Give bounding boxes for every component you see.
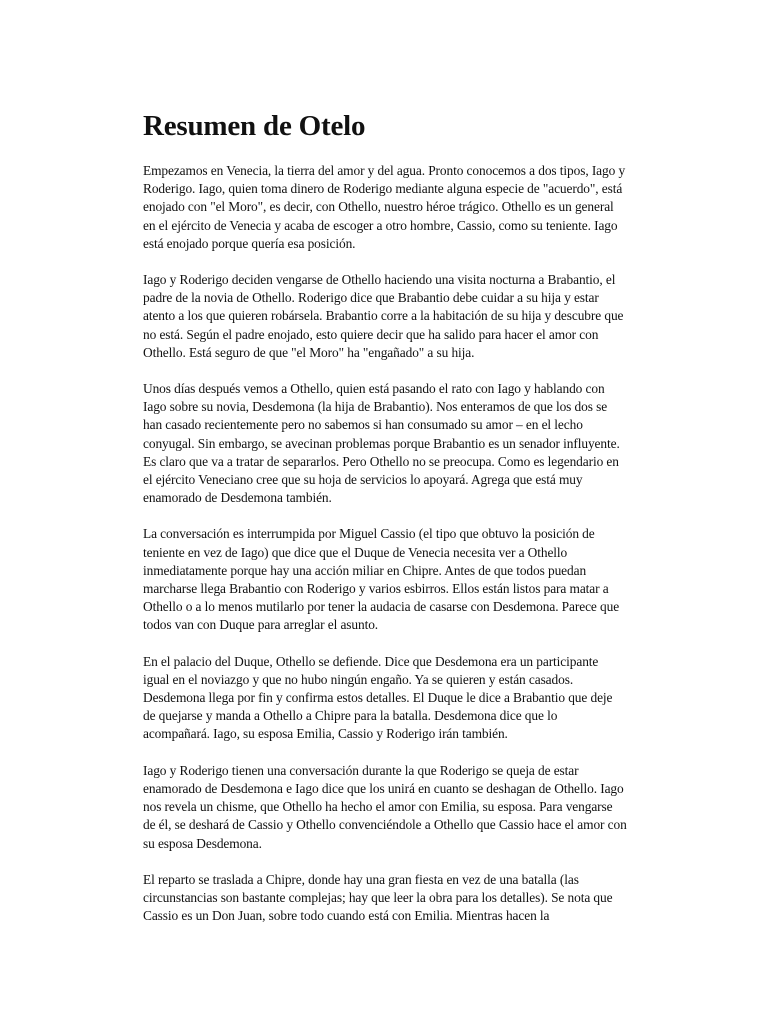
paragraph-7: El reparto se traslada a Chipre, donde hay una gran fiesta en vez de una batalla (las circunstancias son bastante complejas; hay que leer la obra para los detalles). Se nota que Cassio es un Don Juan, sobre todo cuando está con Emilia. Mientras hacen la	[143, 871, 613, 924]
document-title: Resumen de Otelo	[143, 110, 366, 142]
paragraph-3: Unos días después vemos a Othello, quien está pasando el rato con Iago y hablando con Iago sobre su novia, Desdemona (la hija de Brabantio). Nos enteramos de que los dos se han casado recientemente pero no sabemos si han consumado su amor – en el lecho conyugal. Sin embargo, se avecinan problemas porque Brabantio es un senador influyente. Es claro que va a tratar de separarlos. Pero Othello no se preocupa. Como es legendario en el ejército Veneciano cree que su hoja de servicios lo apoyará. Agrega que está muy enamorado de Desdemona también.	[143, 381, 620, 506]
paragraph-2: Iago y Roderigo deciden vengarse de Othello haciendo una visita nocturna a Brabantio, el padre de la novia de Othello. Roderigo dice que Brabantio debe cuidar a su hija y estar atento a los que quieren robársela. Brabantio corre a la habitación de su hija y descubre que no está. Según el padre enojado, esto quiere decir que ha salido para hacer el amor con Othello. Está seguro de que "el Moro" ha "engañado" a su hija.	[143, 272, 624, 360]
paragraph-4: La conversación es interrumpida por Miguel Cassio (el tipo que obtuvo la posición de teniente en vez de Iago) que dice que el Duque de Venecia necesita ver a Othello inmediatamente porque hay una acción miliar en Chipre. Antes de que todos puedan marcharse llega Brabantio con Roderigo y varios esbirros. Ellos están listos para matar a Othello o a lo menos mutilarlo por tener la audacia de casarse con Desdemona. Parece que todos van con Duque para arreglar el asunto.	[143, 526, 620, 633]
paragraph-6: Iago y Roderigo tienen una conversación durante la que Roderigo se queja de estar enamorado de Desdemona e Iago dice que los unirá en cuanto se deshagan de Othello. Iago nos revela un chisme, que Othello ha hecho el amor con Emilia, su esposa. Para vengarse de él, se deshará de Cassio y Othello convenciéndole a Othello que Cassio hace el amor con su esposa Desdemona.	[143, 762, 627, 851]
paragraph-5: En el palacio del Duque, Othello se defiende. Dice que Desdemona era un participante igual en el noviazgo y que no hubo ningún engaño. Ya se quieren y están casados. Desdemona llega por fin y confirma estos detalles. El Duque le dice a Brabantio que deje de quejarse y manda a Othello a Chipre para la batalla. Desdemona dice que lo acompañará. Iago, su esposa Emilia, Cassio y Roderigo irán también.	[143, 653, 613, 742]
document-page	[143, 108, 627, 943]
paragraph-1: Empezamos en Venecia, la tierra del amor y del agua. Pronto conocemos a dos tipos, Iago y Roderigo. Iago, quien toma dinero de Roderigo mediante alguna especie de "acuerdo", está enojado con "el Moro", es decir, con Othello, nuestro héroe trágico. Othello es un general en el ejército de Venecia y acaba de escoger a otro hombre, Cassio, como su teniente. Iago está enojado porque quería esa posición.	[143, 163, 626, 251]
